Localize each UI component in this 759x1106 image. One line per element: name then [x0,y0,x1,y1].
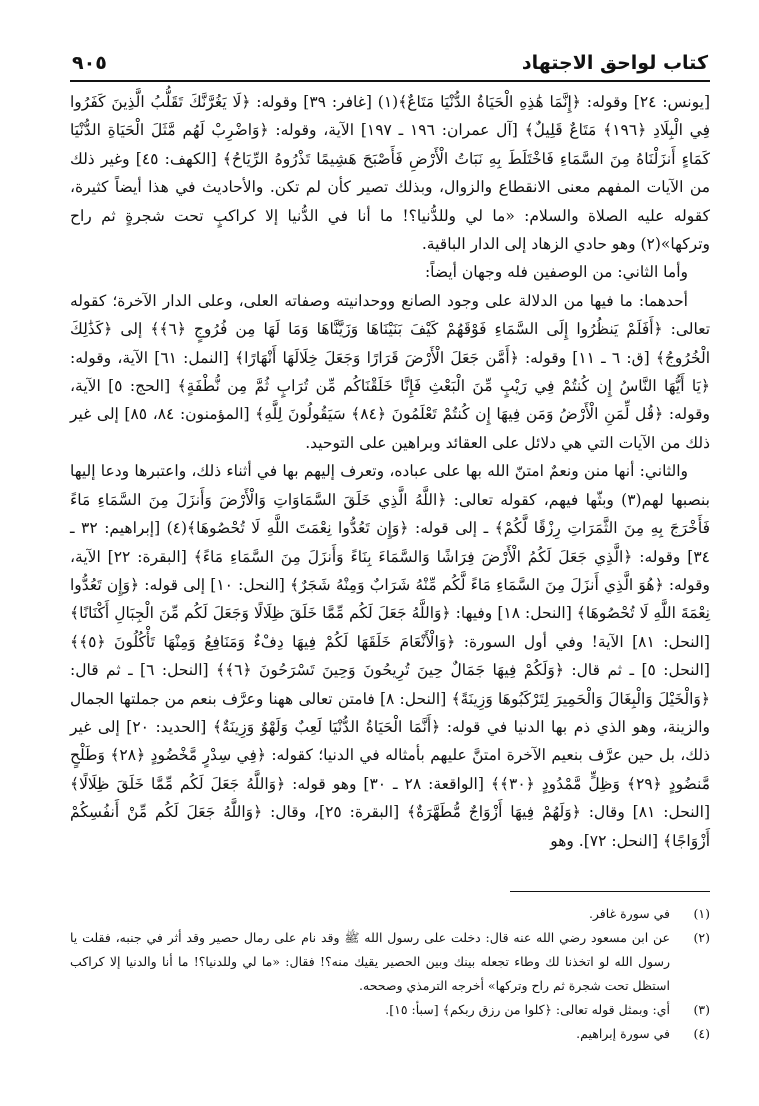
paragraph: أحدهما: ما فيها من الدلالة على وجود الصانع ووحدانيته وصفاته العلى، وعلى الدار الآخرة؛ كقوله تعالى: ﴿أَفَلَمْ يَنظُرُوا إِلَى السَّمَاءِ فَوْقَهُمْ كَيْفَ بَنَيْنَاهَا وَزَيَّنَّاهَا وَمَا لَهَا مِن فُرُوجٍ ﴿٦﴾﴾ إلى ﴿كَذَٰلِكَ الْخُرُوجُ﴾ [ق: ٦ ـ ١١] وقوله: ﴿أَمَّن جَعَلَ الْأَرْضَ قَرَارًا وَجَعَلَ خِلَالَهَا أَنْهَارًا﴾ [النمل: ٦١] الآية، وقوله: ﴿يَا أَيُّهَا النَّاسُ إِن كُنتُمْ فِي رَيْبٍ مِّنَ الْبَعْثِ فَإِنَّا خَلَقْنَاكُم مِّن تُرَابٍ ثُمَّ مِن نُّطْفَةٍ﴾ [الحج: ٥] الآية، وقوله: ﴿قُل لِّمَنِ الْأَرْضُ وَمَن فِيهَا إِن كُنتُمْ تَعْلَمُونَ ﴿٨٤﴾ سَيَقُولُونَ لِلَّهِ﴾ [المؤمنون: ٨٤، ٨٥] إلى غير ذلك من الآيات التي هي دلائل على العقائد وبراهين على التوحيد. [70,291,711,452]
footnote [70,1022,710,1046]
book-page [70,52,710,1046]
footnote [70,902,710,926]
footnotes [70,902,710,1046]
footnote-number: (٤) [693,1025,710,1041]
footnote [70,926,710,998]
book-title: كتاب لواحق الاجتهاد [521,52,708,74]
paragraph: وأما الثاني: من الوصفين فله وجهان أيضاً: [424,263,688,282]
page-number: ٩٠٥ [72,52,107,74]
footnote [70,998,710,1022]
paragraph: والثاني: أنها منن ونعمٌ امتنّ الله بها على عباده، وتعرف إليهم بها في أثناء ذلك، واعتبرها ودعا إليها بنصبها لهم(٣) وبثّها فيهم، كقوله تعالى: ﴿اللَّهُ الَّذِي خَلَقَ السَّمَاوَاتِ وَالْأَرْضَ وَأَنزَلَ مِنَ السَّمَاءِ مَاءً فَأَخْرَجَ بِهِ مِنَ الثَّمَرَاتِ رِزْقًا لَّكُمْ﴾ ـ إلى قوله: ﴿وَإِن تَعُدُّوا نِعْمَتَ اللَّهِ لَا تُحْصُوهَا﴾(٤) [إبراهيم: ٣٢ ـ ٣٤] وقوله: ﴿الَّذِي جَعَلَ لَكُمُ الْأَرْضَ فِرَاشًا وَالسَّمَاءَ بِنَاءً وَأَنزَلَ مِنَ السَّمَاءِ مَاءً﴾ [البقرة: ٢٢] الآية، وقوله: ﴿هُوَ الَّذِي أَنزَلَ مِنَ السَّمَاءِ مَاءً لَّكُم مِّنْهُ شَرَابٌ وَمِنْهُ شَجَرٌ﴾ [النحل: ١٠] إلى قوله: ﴿وَإِن تَعُدُّوا نِعْمَةَ اللَّهِ لَا تُحْصُوهَا﴾ [النحل: ١٨] وفيها: ﴿وَاللَّهُ جَعَلَ لَكُم مِّمَّا خَلَقَ ظِلَالًا وَجَعَلَ لَكُم مِّنَ الْجِبَالِ أَكْنَانًا﴾ [النحل: ٨١] الآية! وفي أول السورة: ﴿وَالْأَنْعَامَ خَلَقَهَا لَكُمْ فِيهَا دِفْءٌ وَمَنَافِعُ وَمِنْهَا تَأْكُلُونَ ﴿٥﴾﴾ [النحل: ٥] ـ ثم قال: ﴿وَلَكُمْ فِيهَا جَمَالٌ حِينَ تُرِيحُونَ وَحِينَ تَسْرَحُونَ ﴿٦﴾﴾ [النحل: ٦] ـ ثم قال: ﴿وَالْخَيْلَ وَالْبِغَالَ وَالْحَمِيرَ لِتَرْكَبُوهَا وَزِينَةً﴾ [النحل: ٨] فامتن تعالى ههنا وعرَّف بنعم من جملتها الجمال والزينة، وهو الذي ذم بها الدنيا في قوله: ﴿أَنَّمَا الْحَيَاةُ الدُّنْيَا لَعِبٌ وَلَهْوٌ وَزِينَةٌ﴾ [الحديد: ٢٠] إلى غير ذلك، بل حين عرَّف بنعيم الآخرة امتنَّ عليهم بأمثاله في الدنيا؛ كقوله: ﴿فِي سِدْرٍ مَّخْضُودٍ ﴿٢٨﴾ وَطَلْحٍ مَّنضُودٍ ﴿٢٩﴾ وَظِلٍّ مَّمْدُودٍ ﴿٣٠﴾﴾ [الواقعة: ٢٨ ـ ٣٠] وهو قوله: ﴿وَاللَّهُ جَعَلَ لَكُم مِّمَّا خَلَقَ ظِلَالًا﴾ [النحل: ٨١] وقال: ﴿وَلَهُمْ فِيهَا أَزْوَاجٌ مُّطَهَّرَةٌ﴾ [البقرة: ٢٥]، وقال: ﴿وَاللَّهُ جَعَلَ لَكُم مِّنْ أَنفُسِكُمْ أَزْوَاجًا﴾ [النحل: ٧٢]. وهو [70,462,711,850]
page-header [70,52,710,82]
paragraph: [يونس: ٢٤] وقوله: ﴿إِنَّمَا هَٰذِهِ الْحَيَاةُ الدُّنْيَا مَتَاعٌ﴾(١) [غافر: ٣٩] وقوله: ﴿لَا يَغُرَّنَّكَ تَقَلُّبُ الَّذِينَ كَفَرُوا فِي الْبِلَادِ ﴿١٩٦﴾ مَتَاعٌ قَلِيلٌ﴾ [آل عمران: ١٩٦ ـ ١٩٧] الآية، وقوله: ﴿وَاضْرِبْ لَهُم مَّثَلَ الْحَيَاةِ الدُّنْيَا كَمَاءٍ أَنزَلْنَاهُ مِنَ السَّمَاءِ فَاخْتَلَطَ بِهِ نَبَاتُ الْأَرْضِ فَأَصْبَحَ هَشِيمًا تَذْرُوهُ الرِّيَاحُ﴾ [الكهف: ٤٥] وغير ذلك من الآيات المفهم معنى الانقطاع والزوال، وبذلك تصير كأن لم تكن. والأحاديث في هذا أيضاً كثيرة، كقوله عليه الصلاة والسلام: «ما لي وللدُّنيا؟! ما أنا في الدُّنيا إلا كراكبٍ تحت شجرةٍ ثم راح وتركها»(٢) وهو حادي الزهاد إلى الدار الباقية. [70,93,711,254]
footnote-number: (٢) [693,929,710,945]
footnote-text: عن ابن مسعود رضي الله عنه قال: دخلت على رسول الله ﷺ وقد نام على رمال حصير وقد أثر في جنبه، فقلت يا رسول الله لو اتخذنا لك وطاء تجعله بينك وبين الحصير يقيك منه؟! فقال: «ما لي وللدنيا؟! ما أنا والدنيا إلا كراكب استظل تحت شجرة ثم راح وتركها» أخرجه الترمذي وصححه. [70,929,670,993]
main-text [70,88,710,855]
footnote-text: في سورة غافر. [588,905,670,921]
footnote-text: في سورة إبراهيم. [576,1025,670,1041]
footnote-number: (٣) [693,1001,710,1017]
footnote-separator [510,891,710,892]
footnote-number: (١) [693,905,710,921]
footnote-text: أي: وبمثل قوله تعالى: ﴿كلوا من رزق ربكم﴾ [سبأ: ١٥]. [385,1001,670,1017]
